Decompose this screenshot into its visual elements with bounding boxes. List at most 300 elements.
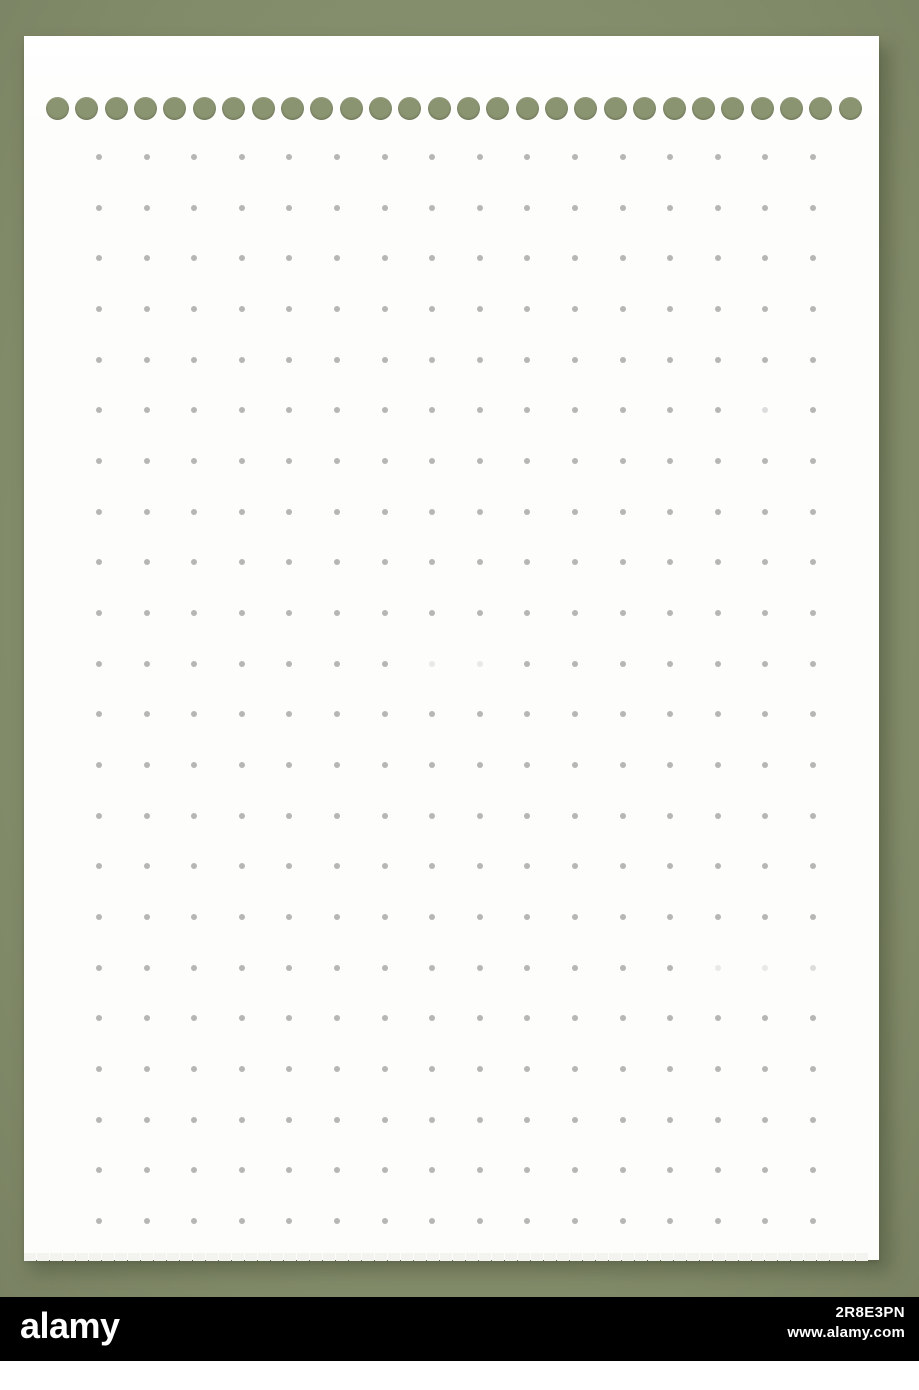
grid-dot [286, 255, 292, 261]
grid-dot [429, 458, 435, 464]
grid-dot [715, 407, 721, 413]
grid-dot [239, 914, 245, 920]
grid-dot [191, 610, 197, 616]
grid-dot [810, 965, 816, 971]
grid-dot [191, 154, 197, 160]
dot-row [96, 1015, 816, 1021]
grid-dot [239, 1015, 245, 1021]
grid-dot [382, 509, 388, 515]
grid-dot [762, 509, 768, 515]
grid-dot [144, 813, 150, 819]
grid-dot [477, 1066, 483, 1072]
grid-dot [620, 863, 626, 869]
grid-dot [334, 711, 340, 717]
fringe-tab [661, 1253, 673, 1261]
fringe-tab [336, 1253, 348, 1261]
grid-dot [239, 661, 245, 667]
grid-dot [239, 863, 245, 869]
grid-dot [762, 205, 768, 211]
grid-dot [144, 559, 150, 565]
grid-dot [715, 205, 721, 211]
grid-dot [762, 661, 768, 667]
fringe-tab [245, 1253, 257, 1261]
grid-dot [762, 255, 768, 261]
dot-row [96, 1117, 816, 1123]
fringe-tab [141, 1253, 153, 1261]
grid-dot [667, 509, 673, 515]
grid-dot [382, 1218, 388, 1224]
dot-row [96, 306, 816, 312]
grid-dot [667, 711, 673, 717]
grid-dot [191, 205, 197, 211]
fringe-tab [544, 1253, 556, 1261]
grid-dot [667, 255, 673, 261]
grid-dot [429, 205, 435, 211]
grid-dot [286, 711, 292, 717]
grid-dot [239, 559, 245, 565]
grid-dot [477, 863, 483, 869]
grid-dot [620, 205, 626, 211]
stock-watermark-footer [0, 1297, 919, 1390]
grid-dot [382, 965, 388, 971]
grid-dot [191, 813, 197, 819]
grid-dot [620, 559, 626, 565]
grid-dot [429, 407, 435, 413]
grid-dot [715, 1218, 721, 1224]
grid-dot [667, 407, 673, 413]
grid-dot [572, 407, 578, 413]
grid-dot [572, 610, 578, 616]
grid-dot [762, 610, 768, 616]
grid-dot [762, 154, 768, 160]
fringe-tab [310, 1253, 322, 1261]
grid-dot [144, 205, 150, 211]
grid-dot [286, 813, 292, 819]
grid-dot [96, 1218, 102, 1224]
punch-hole [428, 97, 451, 120]
grid-dot [810, 711, 816, 717]
fringe-tab [115, 1253, 127, 1261]
grid-dot [382, 407, 388, 413]
fringe-tab [440, 1253, 452, 1261]
grid-dot [382, 205, 388, 211]
grid-dot [334, 306, 340, 312]
fringe-tab [219, 1253, 231, 1261]
grid-dot [477, 661, 483, 667]
grid-dot [96, 965, 102, 971]
grid-dot [762, 1167, 768, 1173]
grid-dot [715, 559, 721, 565]
fringe-tab [479, 1253, 491, 1261]
grid-dot [334, 509, 340, 515]
grid-dot [286, 407, 292, 413]
grid-dot [667, 306, 673, 312]
grid-dot [572, 559, 578, 565]
grid-dot [286, 154, 292, 160]
grid-dot [572, 1066, 578, 1072]
grid-dot [477, 1218, 483, 1224]
grid-dot [620, 762, 626, 768]
grid-dot [144, 914, 150, 920]
grid-dot [810, 407, 816, 413]
punch-hole [46, 97, 69, 120]
grid-dot [429, 1117, 435, 1123]
fringe-tab [401, 1253, 413, 1261]
grid-dot [144, 965, 150, 971]
fringe-tab [570, 1253, 582, 1261]
grid-dot [477, 306, 483, 312]
fringe-tab [232, 1253, 244, 1261]
fringe-tab [830, 1253, 842, 1261]
grid-dot [762, 1015, 768, 1021]
grid-dot [620, 458, 626, 464]
grid-dot [334, 610, 340, 616]
grid-dot [620, 711, 626, 717]
grid-dot [524, 762, 530, 768]
grid-dot [191, 914, 197, 920]
grid-dot [572, 509, 578, 515]
grid-dot [144, 661, 150, 667]
punch-hole [134, 97, 157, 120]
fringe-tab [271, 1253, 283, 1261]
grid-dot [715, 458, 721, 464]
grid-dot [620, 154, 626, 160]
grid-dot [477, 914, 483, 920]
grid-dot [620, 813, 626, 819]
grid-dot [191, 1218, 197, 1224]
grid-dot [334, 1218, 340, 1224]
grid-dot [191, 458, 197, 464]
fringe-tab [622, 1253, 634, 1261]
grid-dot [715, 1066, 721, 1072]
grid-dot [96, 762, 102, 768]
fringe-tab [700, 1253, 712, 1261]
grid-dot [429, 762, 435, 768]
grid-dot [334, 458, 340, 464]
grid-dot [715, 1167, 721, 1173]
punch-hole [751, 97, 774, 120]
fringe-tab [687, 1253, 699, 1261]
grid-dot [477, 458, 483, 464]
dot-row [96, 1066, 816, 1072]
grid-dot [572, 357, 578, 363]
punch-hole [457, 97, 480, 120]
punch-hole [163, 97, 186, 120]
grid-dot [620, 914, 626, 920]
grid-dot [144, 1066, 150, 1072]
grid-dot [334, 863, 340, 869]
punch-hole [516, 97, 539, 120]
punch-hole [281, 97, 304, 120]
grid-dot [429, 813, 435, 819]
grid-dot [524, 509, 530, 515]
fringe-tab [713, 1253, 725, 1261]
grid-dot [144, 255, 150, 261]
grid-dot [620, 407, 626, 413]
grid-dot [191, 306, 197, 312]
grid-dot [382, 661, 388, 667]
grid-dot [667, 1066, 673, 1072]
notepad-sheet [24, 36, 879, 1260]
grid-dot [620, 1015, 626, 1021]
grid-dot [524, 154, 530, 160]
grid-dot [382, 559, 388, 565]
grid-dot [477, 813, 483, 819]
grid-dot [810, 1066, 816, 1072]
grid-dot [382, 154, 388, 160]
grid-dot [334, 357, 340, 363]
grid-dot [524, 813, 530, 819]
grid-dot [524, 965, 530, 971]
grid-dot [96, 863, 102, 869]
grid-dot [382, 762, 388, 768]
grid-dot [762, 965, 768, 971]
dot-row [96, 357, 816, 363]
grid-dot [96, 205, 102, 211]
grid-dot [191, 255, 197, 261]
grid-dot [524, 357, 530, 363]
fringe-tab [180, 1253, 192, 1261]
grid-dot [810, 1015, 816, 1021]
grid-dot [239, 407, 245, 413]
grid-dot [191, 509, 197, 515]
grid-dot [144, 762, 150, 768]
fringe-tab [76, 1253, 88, 1261]
grid-dot [572, 711, 578, 717]
grid-dot [762, 711, 768, 717]
grid-dot [572, 154, 578, 160]
grid-dot [429, 914, 435, 920]
grid-dot [334, 813, 340, 819]
grid-dot [810, 1167, 816, 1173]
grid-dot [429, 965, 435, 971]
grid-dot [667, 154, 673, 160]
grid-dot [191, 711, 197, 717]
fringe-tab [89, 1253, 101, 1261]
grid-dot [334, 255, 340, 261]
grid-dot [810, 661, 816, 667]
grid-dot [429, 559, 435, 565]
grid-dot [477, 711, 483, 717]
torn-edge-fringe [24, 1245, 879, 1261]
grid-dot [524, 610, 530, 616]
grid-dot [144, 458, 150, 464]
punch-hole [663, 97, 686, 120]
grid-dot [524, 1066, 530, 1072]
punch-hole [75, 97, 98, 120]
grid-dot [334, 1015, 340, 1021]
grid-dot [810, 306, 816, 312]
grid-dot [239, 1167, 245, 1173]
grid-dot [477, 610, 483, 616]
grid-dot [620, 306, 626, 312]
fringe-tab [154, 1253, 166, 1261]
fringe-tab [206, 1253, 218, 1261]
grid-dot [96, 154, 102, 160]
grid-dot [429, 661, 435, 667]
grid-dot [96, 1167, 102, 1173]
grid-dot [191, 357, 197, 363]
fringe-tab [765, 1253, 777, 1261]
grid-dot [572, 914, 578, 920]
punch-hole [809, 97, 832, 120]
fringe-tab [50, 1253, 62, 1261]
grid-dot [667, 1218, 673, 1224]
fringe-tab [817, 1253, 829, 1261]
grid-dot [715, 914, 721, 920]
grid-dot [144, 306, 150, 312]
punch-hole [486, 97, 509, 120]
fringe-tab [323, 1253, 335, 1261]
grid-dot [286, 762, 292, 768]
grid-dot [144, 711, 150, 717]
grid-dot [810, 255, 816, 261]
grid-dot [429, 1066, 435, 1072]
site-url: www.alamy.com [787, 1324, 905, 1342]
grid-dot [810, 559, 816, 565]
grid-dot [239, 610, 245, 616]
grid-dot [429, 357, 435, 363]
grid-dot [667, 863, 673, 869]
grid-dot [667, 813, 673, 819]
fringe-tab [804, 1253, 816, 1261]
grid-dot [572, 306, 578, 312]
grid-dot [382, 1015, 388, 1021]
punch-hole [633, 97, 656, 120]
fringe-tab [856, 1253, 868, 1261]
fringe-tab [596, 1253, 608, 1261]
dot-row [96, 509, 816, 515]
grid-dot [96, 711, 102, 717]
dot-row [96, 813, 816, 819]
grid-dot [524, 205, 530, 211]
grid-dot [715, 1015, 721, 1021]
grid-dot [620, 610, 626, 616]
image-id: 2R8E3PN [835, 1304, 905, 1321]
fringe-tab [648, 1253, 660, 1261]
punch-hole [105, 97, 128, 120]
fringe-tab [102, 1253, 114, 1261]
grid-dot [144, 154, 150, 160]
punch-hole [574, 97, 597, 120]
grid-dot [429, 711, 435, 717]
punch-hole [222, 97, 245, 120]
grid-dot [429, 509, 435, 515]
grid-dot [144, 1117, 150, 1123]
grid-dot [286, 357, 292, 363]
fringe-tab [37, 1253, 49, 1261]
grid-dot [334, 661, 340, 667]
grid-dot [572, 813, 578, 819]
dot-row [96, 1218, 816, 1224]
fringe-tab [258, 1253, 270, 1261]
grid-dot [572, 661, 578, 667]
grid-dot [715, 965, 721, 971]
grid-dot [382, 357, 388, 363]
grid-dot [96, 407, 102, 413]
grid-dot [810, 863, 816, 869]
fringe-tab [193, 1253, 205, 1261]
grid-dot [191, 1015, 197, 1021]
grid-dot [477, 205, 483, 211]
grid-dot [524, 458, 530, 464]
grid-dot [762, 863, 768, 869]
grid-dot [810, 914, 816, 920]
grid-dot [382, 306, 388, 312]
grid-dot [620, 1117, 626, 1123]
punch-hole [692, 97, 715, 120]
grid-dot [715, 711, 721, 717]
grid-dot [239, 1066, 245, 1072]
dot-row [96, 610, 816, 616]
grid-dot [810, 205, 816, 211]
grid-dot [334, 914, 340, 920]
punch-hole [310, 97, 333, 120]
grid-dot [144, 610, 150, 616]
grid-dot [239, 813, 245, 819]
grid-dot [96, 509, 102, 515]
grid-dot [715, 154, 721, 160]
dot-row [96, 711, 816, 717]
fringe-tab [518, 1253, 530, 1261]
grid-dot [239, 711, 245, 717]
grid-dot [144, 1015, 150, 1021]
grid-dot [239, 205, 245, 211]
fringe-tab [453, 1253, 465, 1261]
grid-dot [429, 306, 435, 312]
grid-dot [524, 1015, 530, 1021]
grid-dot [382, 813, 388, 819]
alamy-logo: alamy [20, 1305, 120, 1346]
grid-dot [572, 458, 578, 464]
grid-dot [620, 357, 626, 363]
fringe-tab [349, 1253, 361, 1261]
grid-dot [762, 357, 768, 363]
grid-dot [334, 154, 340, 160]
grid-dot [286, 306, 292, 312]
grid-dot [667, 205, 673, 211]
grid-dot [620, 1167, 626, 1173]
grid-dot [239, 762, 245, 768]
grid-dot [715, 255, 721, 261]
grid-dot [715, 610, 721, 616]
grid-dot [286, 509, 292, 515]
dot-row [96, 255, 816, 261]
fringe-tab [297, 1253, 309, 1261]
grid-dot [524, 711, 530, 717]
grid-dot [239, 1218, 245, 1224]
grid-dot [144, 1167, 150, 1173]
grid-dot [810, 458, 816, 464]
grid-dot [715, 306, 721, 312]
grid-dot [524, 914, 530, 920]
fringe-tab [531, 1253, 543, 1261]
punch-hole [369, 97, 392, 120]
grid-dot [144, 509, 150, 515]
watermark-bar [0, 1297, 919, 1361]
grid-dot [334, 1117, 340, 1123]
grid-dot [524, 255, 530, 261]
grid-dot [477, 559, 483, 565]
grid-dot [715, 863, 721, 869]
grid-dot [286, 610, 292, 616]
grid-dot [620, 1218, 626, 1224]
grid-dot [667, 610, 673, 616]
dot-row [96, 965, 816, 971]
grid-dot [239, 965, 245, 971]
dot-row [96, 914, 816, 920]
grid-dot [572, 1117, 578, 1123]
